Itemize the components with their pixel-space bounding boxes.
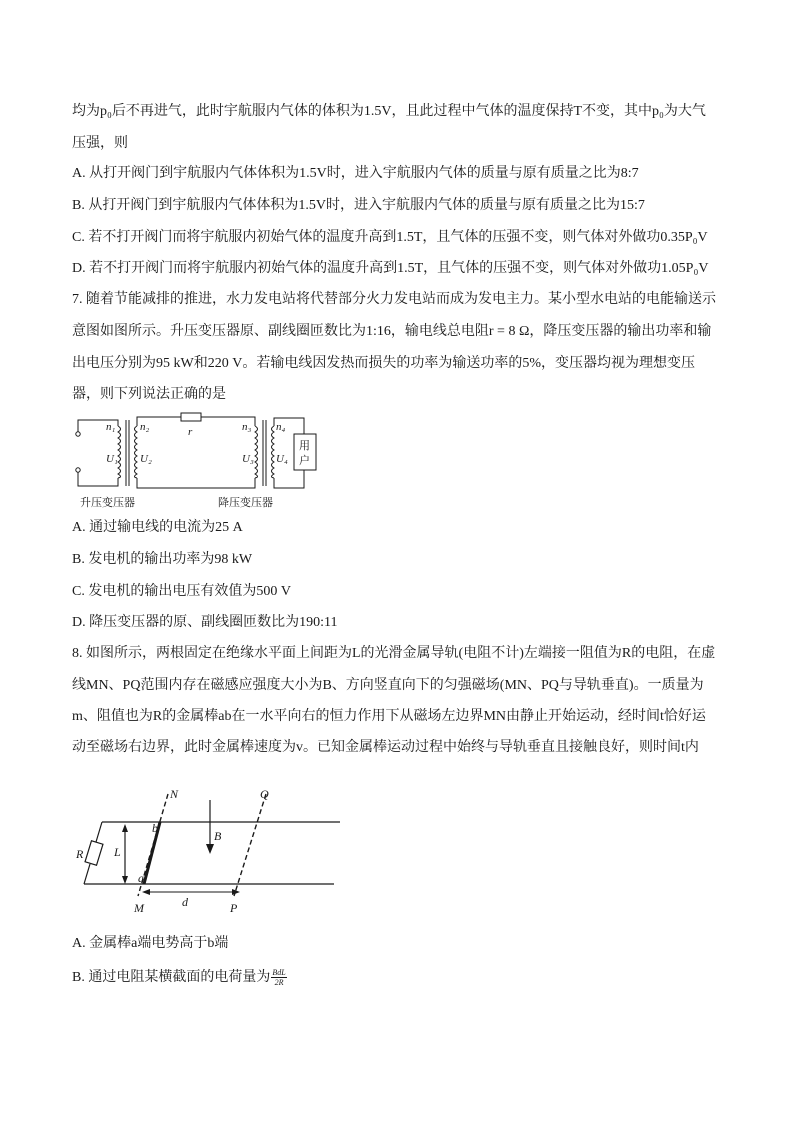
q8-option-b-text: B. 通过电阻某横截面的电荷量为 xyxy=(72,970,271,985)
label-L: L xyxy=(114,845,121,859)
q7-option-a: A. 通过输电线的电流为25 A xyxy=(72,520,243,535)
label-n1: n₁ xyxy=(106,421,116,433)
q6-option-a: A. 从打开阀门到宇航服内气体体积为1.5V时，进入宇航服内气体的质量与原有质量之比为8:7 xyxy=(72,166,639,181)
fraction-denominator: 2R xyxy=(274,978,284,988)
label-n3: n₃ xyxy=(242,421,252,433)
label-u2: U₂ xyxy=(140,453,152,465)
label-B: B xyxy=(214,829,222,843)
transformer-circuit-diagram xyxy=(68,408,328,516)
caption-step-down-transformer: 降压变压器 xyxy=(218,497,273,509)
label-n4: n₄ xyxy=(276,421,286,433)
label-u1: U₁ xyxy=(106,453,118,465)
q6-stem-line-2: 压强，则 xyxy=(72,136,128,151)
q8-stem-line-2: 线MN、PQ范围内存在磁感应强度大小为B、方向竖直向下的匀强磁场(MN、PQ与导轨垂直)。一质量为 xyxy=(72,678,704,693)
q6-stem-line-1: 均为p₀后不再进气，此时宇航服内气体的体积为1.5V，且此过程中气体的温度保持T不变，其中p₀为大气 xyxy=(72,104,706,119)
label-u4: U₄ xyxy=(276,453,288,465)
label-n2: n₂ xyxy=(140,421,150,433)
caption-step-up-transformer: 升压变压器 xyxy=(80,497,135,509)
q6-option-b: B. 从打开阀门到宇航服内气体体积为1.5V时，进入宇航服内气体的质量与原有质量之比为15:7 xyxy=(72,198,645,213)
q8-stem-line-3: m、阻值也为R的金属棒ab在一水平向右的恒力作用下从磁场左边界MN由静止开始运动，经时间t恰好运 xyxy=(72,709,706,724)
label-user-top: 用 xyxy=(299,440,310,452)
label-r: r xyxy=(188,426,193,438)
q7-stem-line-4: 器，则下列说法正确的是 xyxy=(72,387,226,402)
label-u3: U₃ xyxy=(242,453,254,465)
q7-stem-line-3: 出电压分别为95 kW和220 V。若输电线因发热而损失的功率为输送功率的5%，变压器均视为理想变压 xyxy=(72,356,695,371)
label-d: d xyxy=(182,895,188,909)
q7-option-c: C. 发电机的输出电压有效值为500 V xyxy=(72,584,291,599)
rail-magnetic-field-diagram xyxy=(72,784,352,920)
fraction-numerator: BdL xyxy=(272,968,286,978)
charge-fraction xyxy=(271,968,286,987)
label-P: P xyxy=(230,901,238,915)
q8-option-b xyxy=(72,968,287,988)
label-b: b xyxy=(152,821,158,835)
q7-stem-line-2: 意图如图所示。升压变压器原、副线圈匝数比为1:16，输电线总电阻r = 8 Ω，降压变压器的输出功率和输 xyxy=(72,324,712,339)
q6-option-c: C. 若不打开阀门而将宇航服内初始气体的温度升高到1.5T，且气体的压强不变，则气体对外做功0.35P₀V xyxy=(72,230,708,245)
label-a: a xyxy=(138,871,144,885)
label-R: R xyxy=(76,847,84,861)
q8-stem-line-1: 8. 如图所示，两根固定在绝缘水平面上间距为L的光滑金属导轨(电阻不计)左端接一阻值为R的电阻，在虚 xyxy=(72,646,716,661)
q8-option-a: A. 金属棒a端电势高于b端 xyxy=(72,936,229,951)
label-user-bottom: 户 xyxy=(299,455,310,467)
label-Q: Q xyxy=(260,787,269,801)
q7-option-b: B. 发电机的输出功率为98 kW xyxy=(72,552,253,567)
label-M: M xyxy=(134,901,144,915)
q7-option-d: D. 降压变压器的原、副线圈匝数比为190:11 xyxy=(72,615,338,630)
q6-option-d: D. 若不打开阀门而将宇航服内初始气体的温度升高到1.5T，且气体的压强不变，则气体对外做功1.05P₀V xyxy=(72,261,709,276)
label-N: N xyxy=(170,787,179,801)
q7-stem-line-1: 7. 随着节能减排的推进，水力发电站将代替部分火力发电站而成为发电主力。某小型水电站的电能输送示 xyxy=(72,292,716,307)
q8-stem-line-4: 动至磁场右边界，此时金属棒速度为v。已知金属棒运动过程中始终与导轨垂直且接触良好，则时间t内 xyxy=(72,740,699,755)
